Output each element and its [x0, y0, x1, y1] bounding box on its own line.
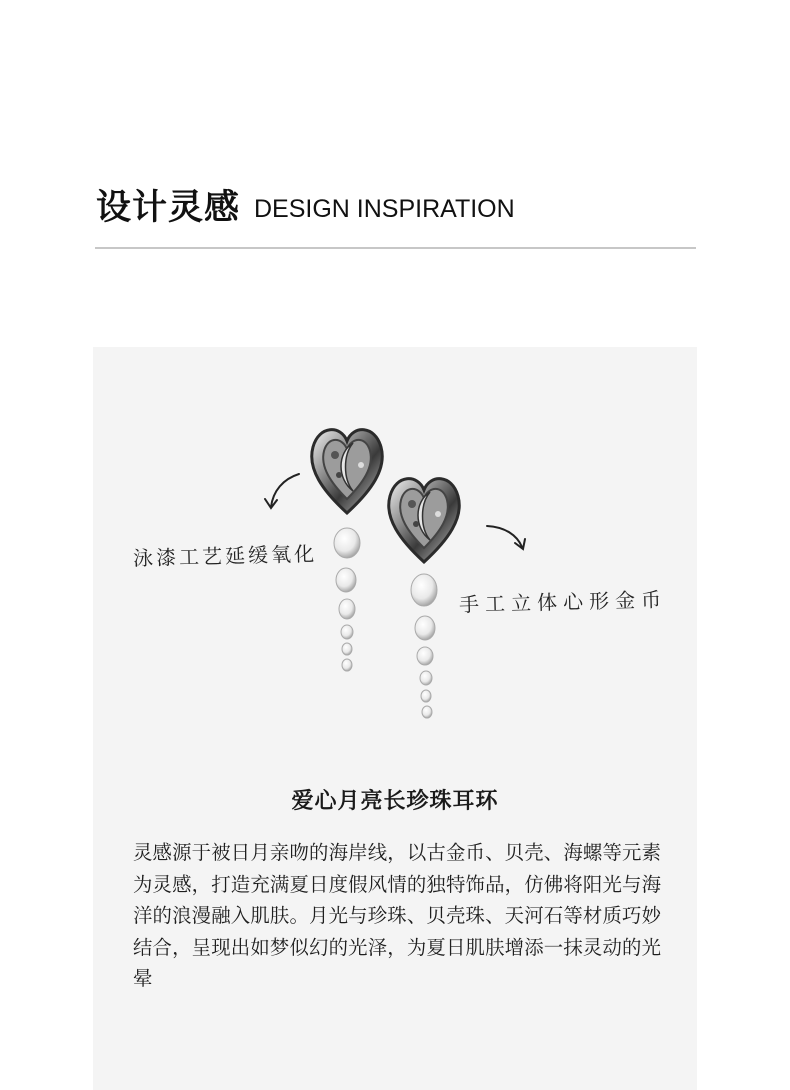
earring-right: [389, 479, 460, 562]
section-title-en: DESIGN INSPIRATION: [254, 195, 515, 223]
product-name: 爱心月亮长珍珠耳环: [291, 789, 499, 814]
product-description: 灵感源于被日月亲吻的海岸线，以古金币、贝壳、海螺等元素为灵感，打造充满夏日度假风情的独特饰品，仿佛将阳光与海洋的浪漫融入肌肤。月光与珍珠、贝壳珠、天河石等材质巧妙结合，呈现出如梦似幻的光泽，为夏日肌肤增添一抹灵动的光晕: [133, 841, 661, 990]
earring-left: [312, 430, 383, 513]
arrow-left-icon: [265, 474, 299, 508]
header-divider: [95, 247, 696, 249]
callout-right: 手工立体心形金币: [458, 587, 668, 617]
callout-left: 泳漆工艺延缓氧化: [132, 541, 318, 571]
pearls-left: [334, 528, 360, 671]
arrow-right-icon: [487, 526, 525, 549]
section-title-cn: 设计灵感: [96, 188, 241, 228]
section-header: [96, 178, 696, 228]
pearls-right: [411, 574, 437, 718]
inspiration-panel: [93, 347, 697, 1090]
